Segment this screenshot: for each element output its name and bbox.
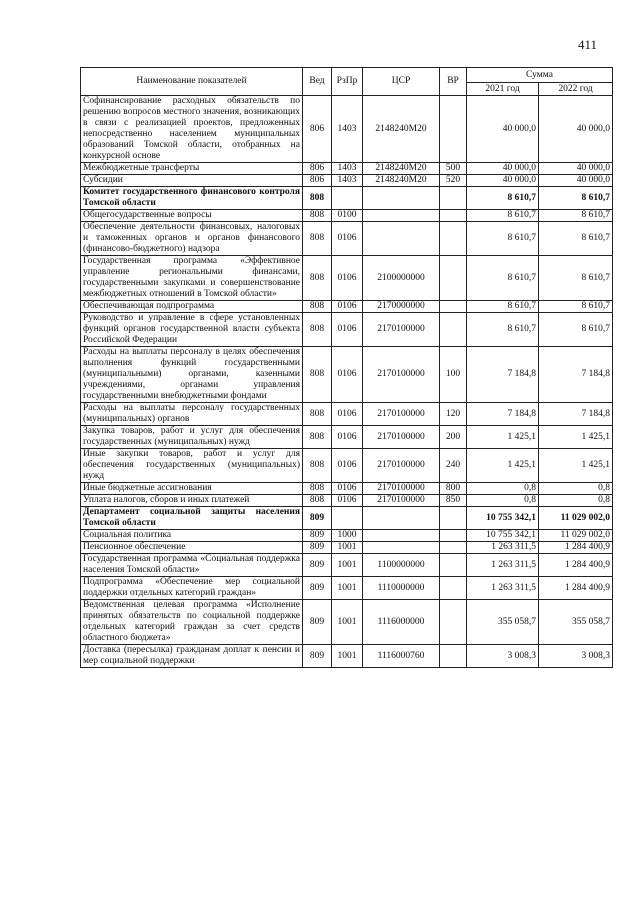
row-name: Социальная политика — [81, 530, 303, 542]
row-ved: 806 — [303, 175, 332, 187]
row-ved: 808 — [303, 495, 332, 507]
row-name: Субсидии — [81, 175, 303, 187]
row-ved: 808 — [303, 210, 332, 222]
row-csr — [363, 210, 440, 222]
row-sum-2021: 1 263 311,5 — [467, 577, 539, 600]
row-vr: 800 — [440, 483, 467, 495]
row-name: Общегосударственные вопросы — [81, 210, 303, 222]
row-name: Иные закупки товаров, работ и услуг для обеспечения государственных (муниципальных) нужд — [81, 449, 303, 483]
row-sum-2021: 8 610,7 — [467, 301, 539, 313]
row-ved: 808 — [303, 403, 332, 426]
row-rzpr: 1403 — [332, 96, 363, 163]
row-sum-2021: 3 008,3 — [467, 645, 539, 668]
row-csr: 2170100000 — [363, 495, 440, 507]
page-number: 411 — [578, 37, 598, 52]
row-rzpr: 1000 — [332, 530, 363, 542]
row-sum-2021: 1 263 311,5 — [467, 554, 539, 577]
row-sum-2021: 10 755 342,1 — [467, 507, 539, 530]
header-rzpr: РзПр — [332, 68, 363, 96]
row-vr: 240 — [440, 449, 467, 483]
table-row — [81, 403, 613, 426]
row-rzpr: 1001 — [332, 577, 363, 600]
row-rzpr: 1001 — [332, 645, 363, 668]
row-name: Департамент социальной защиты населения Томской области — [81, 507, 303, 530]
row-name: Государственная программа «Социальная поддержка населения Томской области» — [81, 554, 303, 577]
header-2022: 2022 год — [539, 83, 613, 96]
row-rzpr: 1403 — [332, 175, 363, 187]
table-row — [81, 175, 613, 187]
row-sum-2022: 0,8 — [539, 483, 613, 495]
table-row — [81, 449, 613, 483]
header-ved: Вед — [303, 68, 332, 96]
row-sum-2022: 8 610,7 — [539, 313, 613, 347]
row-name: Уплата налогов, сборов и иных платежей — [81, 495, 303, 507]
table-row — [81, 426, 613, 449]
table-row — [81, 163, 613, 175]
row-csr: 2148240М20 — [363, 163, 440, 175]
table-row — [81, 301, 613, 313]
row-ved: 809 — [303, 645, 332, 668]
row-name: Расходы на выплаты персоналу государственных (муниципальных) органов — [81, 403, 303, 426]
row-csr: 2170100000 — [363, 403, 440, 426]
row-csr — [363, 507, 440, 530]
row-name: Пенсионное обеспечение — [81, 542, 303, 554]
row-vr — [440, 554, 467, 577]
table-row — [81, 554, 613, 577]
row-rzpr: 0106 — [332, 403, 363, 426]
row-csr: 2148240М20 — [363, 175, 440, 187]
row-vr: 100 — [440, 347, 467, 403]
table-row — [81, 577, 613, 600]
row-csr — [363, 222, 440, 256]
row-rzpr: 0106 — [332, 483, 363, 495]
row-ved: 809 — [303, 600, 332, 645]
row-sum-2021: 40 000,0 — [467, 163, 539, 175]
table-row — [81, 507, 613, 530]
row-ved: 808 — [303, 222, 332, 256]
row-ved: 808 — [303, 347, 332, 403]
row-csr: 2170100000 — [363, 426, 440, 449]
row-name: Обеспечение деятельности финансовых, налоговых и таможенных органов и органов финансового (финансово-бюджетного) надзора — [81, 222, 303, 256]
row-sum-2022: 1 284 400,9 — [539, 554, 613, 577]
row-sum-2021: 1 263 311,5 — [467, 542, 539, 554]
row-csr — [363, 542, 440, 554]
row-sum-2022: 1 425,1 — [539, 426, 613, 449]
table-row — [81, 222, 613, 256]
row-sum-2022: 8 610,7 — [539, 256, 613, 301]
row-vr — [440, 210, 467, 222]
row-vr — [440, 313, 467, 347]
row-vr: 850 — [440, 495, 467, 507]
row-ved: 809 — [303, 530, 332, 542]
row-rzpr: 0106 — [332, 449, 363, 483]
header-csr: ЦСР — [363, 68, 440, 96]
row-sum-2022: 40 000,0 — [539, 96, 613, 163]
row-csr: 2170000000 — [363, 301, 440, 313]
row-sum-2021: 7 184,8 — [467, 403, 539, 426]
row-sum-2022: 8 610,7 — [539, 222, 613, 256]
row-name: Закупка товаров, работ и услуг для обеспечения государственных (муниципальных) нужд — [81, 426, 303, 449]
row-sum-2022: 1 284 400,9 — [539, 542, 613, 554]
row-ved: 809 — [303, 554, 332, 577]
row-vr: 500 — [440, 163, 467, 175]
row-sum-2021: 8 610,7 — [467, 187, 539, 210]
row-rzpr: 1001 — [332, 554, 363, 577]
row-sum-2021: 0,8 — [467, 495, 539, 507]
table-row — [81, 600, 613, 645]
row-rzpr: 1001 — [332, 600, 363, 645]
row-csr — [363, 187, 440, 210]
row-csr: 1116000000 — [363, 600, 440, 645]
row-rzpr: 1403 — [332, 163, 363, 175]
row-ved: 806 — [303, 96, 332, 163]
row-vr — [440, 542, 467, 554]
row-sum-2021: 1 425,1 — [467, 426, 539, 449]
header-sum: Сумма — [467, 68, 613, 83]
row-sum-2022: 0,8 — [539, 495, 613, 507]
row-sum-2022: 1 284 400,9 — [539, 577, 613, 600]
row-csr: 1116000760 — [363, 645, 440, 668]
row-csr: 2170100000 — [363, 313, 440, 347]
row-ved: 808 — [303, 449, 332, 483]
row-vr — [440, 507, 467, 530]
row-csr — [363, 530, 440, 542]
row-rzpr: 0106 — [332, 301, 363, 313]
row-sum-2021: 0,8 — [467, 483, 539, 495]
table-row — [81, 483, 613, 495]
table-row — [81, 645, 613, 668]
table-row — [81, 96, 613, 163]
row-sum-2022: 3 008,3 — [539, 645, 613, 668]
row-sum-2022: 355 058,7 — [539, 600, 613, 645]
table-row — [81, 347, 613, 403]
row-csr: 2170100000 — [363, 449, 440, 483]
header-name: Наименование показателей — [81, 68, 303, 96]
row-sum-2021: 8 610,7 — [467, 210, 539, 222]
row-rzpr — [332, 507, 363, 530]
row-csr: 2148240М20 — [363, 96, 440, 163]
header-vr: ВР — [440, 68, 467, 96]
row-csr: 2170100000 — [363, 347, 440, 403]
row-sum-2022: 8 610,7 — [539, 301, 613, 313]
row-ved: 808 — [303, 426, 332, 449]
row-rzpr — [332, 187, 363, 210]
row-rzpr: 0106 — [332, 347, 363, 403]
row-name: Доставка (пересылка) гражданам доплат к пенсии и мер социальной поддержки — [81, 645, 303, 668]
table-row — [81, 530, 613, 542]
row-sum-2021: 40 000,0 — [467, 96, 539, 163]
row-sum-2021: 355 058,7 — [467, 600, 539, 645]
row-csr: 2100000000 — [363, 256, 440, 301]
row-vr — [440, 577, 467, 600]
table-row — [81, 542, 613, 554]
row-rzpr: 0106 — [332, 256, 363, 301]
row-vr — [440, 301, 467, 313]
row-csr: 1100000000 — [363, 554, 440, 577]
row-name: Расходы на выплаты персоналу в целях обеспечения выполнения функций государственными (муниципальными) органами, казенными учреждениями, органами управления государственными внебюджетными фондами — [81, 347, 303, 403]
row-vr — [440, 222, 467, 256]
row-name: Государственная программа «Эффективное управление региональными финансами, государственными закупками и совершенствование межбюджетных отношений в Томской области» — [81, 256, 303, 301]
row-ved: 809 — [303, 542, 332, 554]
row-sum-2022: 40 000,0 — [539, 175, 613, 187]
row-sum-2022: 8 610,7 — [539, 187, 613, 210]
table-row — [81, 313, 613, 347]
row-sum-2021: 40 000,0 — [467, 175, 539, 187]
row-rzpr: 0106 — [332, 313, 363, 347]
row-vr — [440, 256, 467, 301]
row-sum-2021: 8 610,7 — [467, 256, 539, 301]
row-name: Межбюджетные трансферты — [81, 163, 303, 175]
row-name: Комитет государственного финансового контроля Томской области — [81, 187, 303, 210]
table-row — [81, 256, 613, 301]
row-name: Подпрограмма «Обеспечение мер социальной поддержки отдельных категорий граждан» — [81, 577, 303, 600]
row-sum-2022: 40 000,0 — [539, 163, 613, 175]
row-name: Руководство и управление в сфере установленных функций органов государственной власти субъекта Российской Федерации — [81, 313, 303, 347]
row-sum-2022: 11 029 002,0 — [539, 507, 613, 530]
row-vr: 120 — [440, 403, 467, 426]
row-vr — [440, 600, 467, 645]
row-sum-2022: 7 184,8 — [539, 403, 613, 426]
row-sum-2021: 10 755 342,1 — [467, 530, 539, 542]
row-ved: 808 — [303, 313, 332, 347]
row-sum-2022: 11 029 002,0 — [539, 530, 613, 542]
row-rzpr: 1001 — [332, 542, 363, 554]
row-sum-2021: 7 184,8 — [467, 347, 539, 403]
row-sum-2022: 7 184,8 — [539, 347, 613, 403]
row-csr: 1110000000 — [363, 577, 440, 600]
row-ved: 808 — [303, 256, 332, 301]
row-ved: 808 — [303, 301, 332, 313]
row-vr: 520 — [440, 175, 467, 187]
table-row — [81, 495, 613, 507]
row-sum-2022: 1 425,1 — [539, 449, 613, 483]
table-row — [81, 187, 613, 210]
header-2021: 2021 год — [467, 83, 539, 96]
row-ved: 808 — [303, 187, 332, 210]
budget-table — [80, 67, 613, 668]
row-rzpr: 0106 — [332, 426, 363, 449]
row-sum-2021: 1 425,1 — [467, 449, 539, 483]
row-sum-2021: 8 610,7 — [467, 222, 539, 256]
row-vr — [440, 187, 467, 210]
row-name: Иные бюджетные ассигнования — [81, 483, 303, 495]
row-rzpr: 0106 — [332, 495, 363, 507]
row-vr: 200 — [440, 426, 467, 449]
row-rzpr: 0106 — [332, 222, 363, 256]
row-name: Ведомственная целевая программа «Исполнение принятых обязательств по социальной поддержке отдельных категорий граждан за счет средств областного бюджета» — [81, 600, 303, 645]
row-ved: 809 — [303, 577, 332, 600]
row-rzpr: 0100 — [332, 210, 363, 222]
row-vr — [440, 645, 467, 668]
row-vr — [440, 530, 467, 542]
row-sum-2021: 8 610,7 — [467, 313, 539, 347]
row-name: Софинансирование расходных обязательств по решению вопросов местного значения, возникающих в связи с реализацией проектов, предложенных непосредственно населением муниципальных образований Томской области, отобранных на конкурсной основе — [81, 96, 303, 163]
row-name: Обеспечивающая подпрограмма — [81, 301, 303, 313]
row-ved: 808 — [303, 483, 332, 495]
table-row — [81, 210, 613, 222]
row-ved: 806 — [303, 163, 332, 175]
row-vr — [440, 96, 467, 163]
row-sum-2022: 8 610,7 — [539, 210, 613, 222]
row-csr: 2170100000 — [363, 483, 440, 495]
row-ved: 809 — [303, 507, 332, 530]
